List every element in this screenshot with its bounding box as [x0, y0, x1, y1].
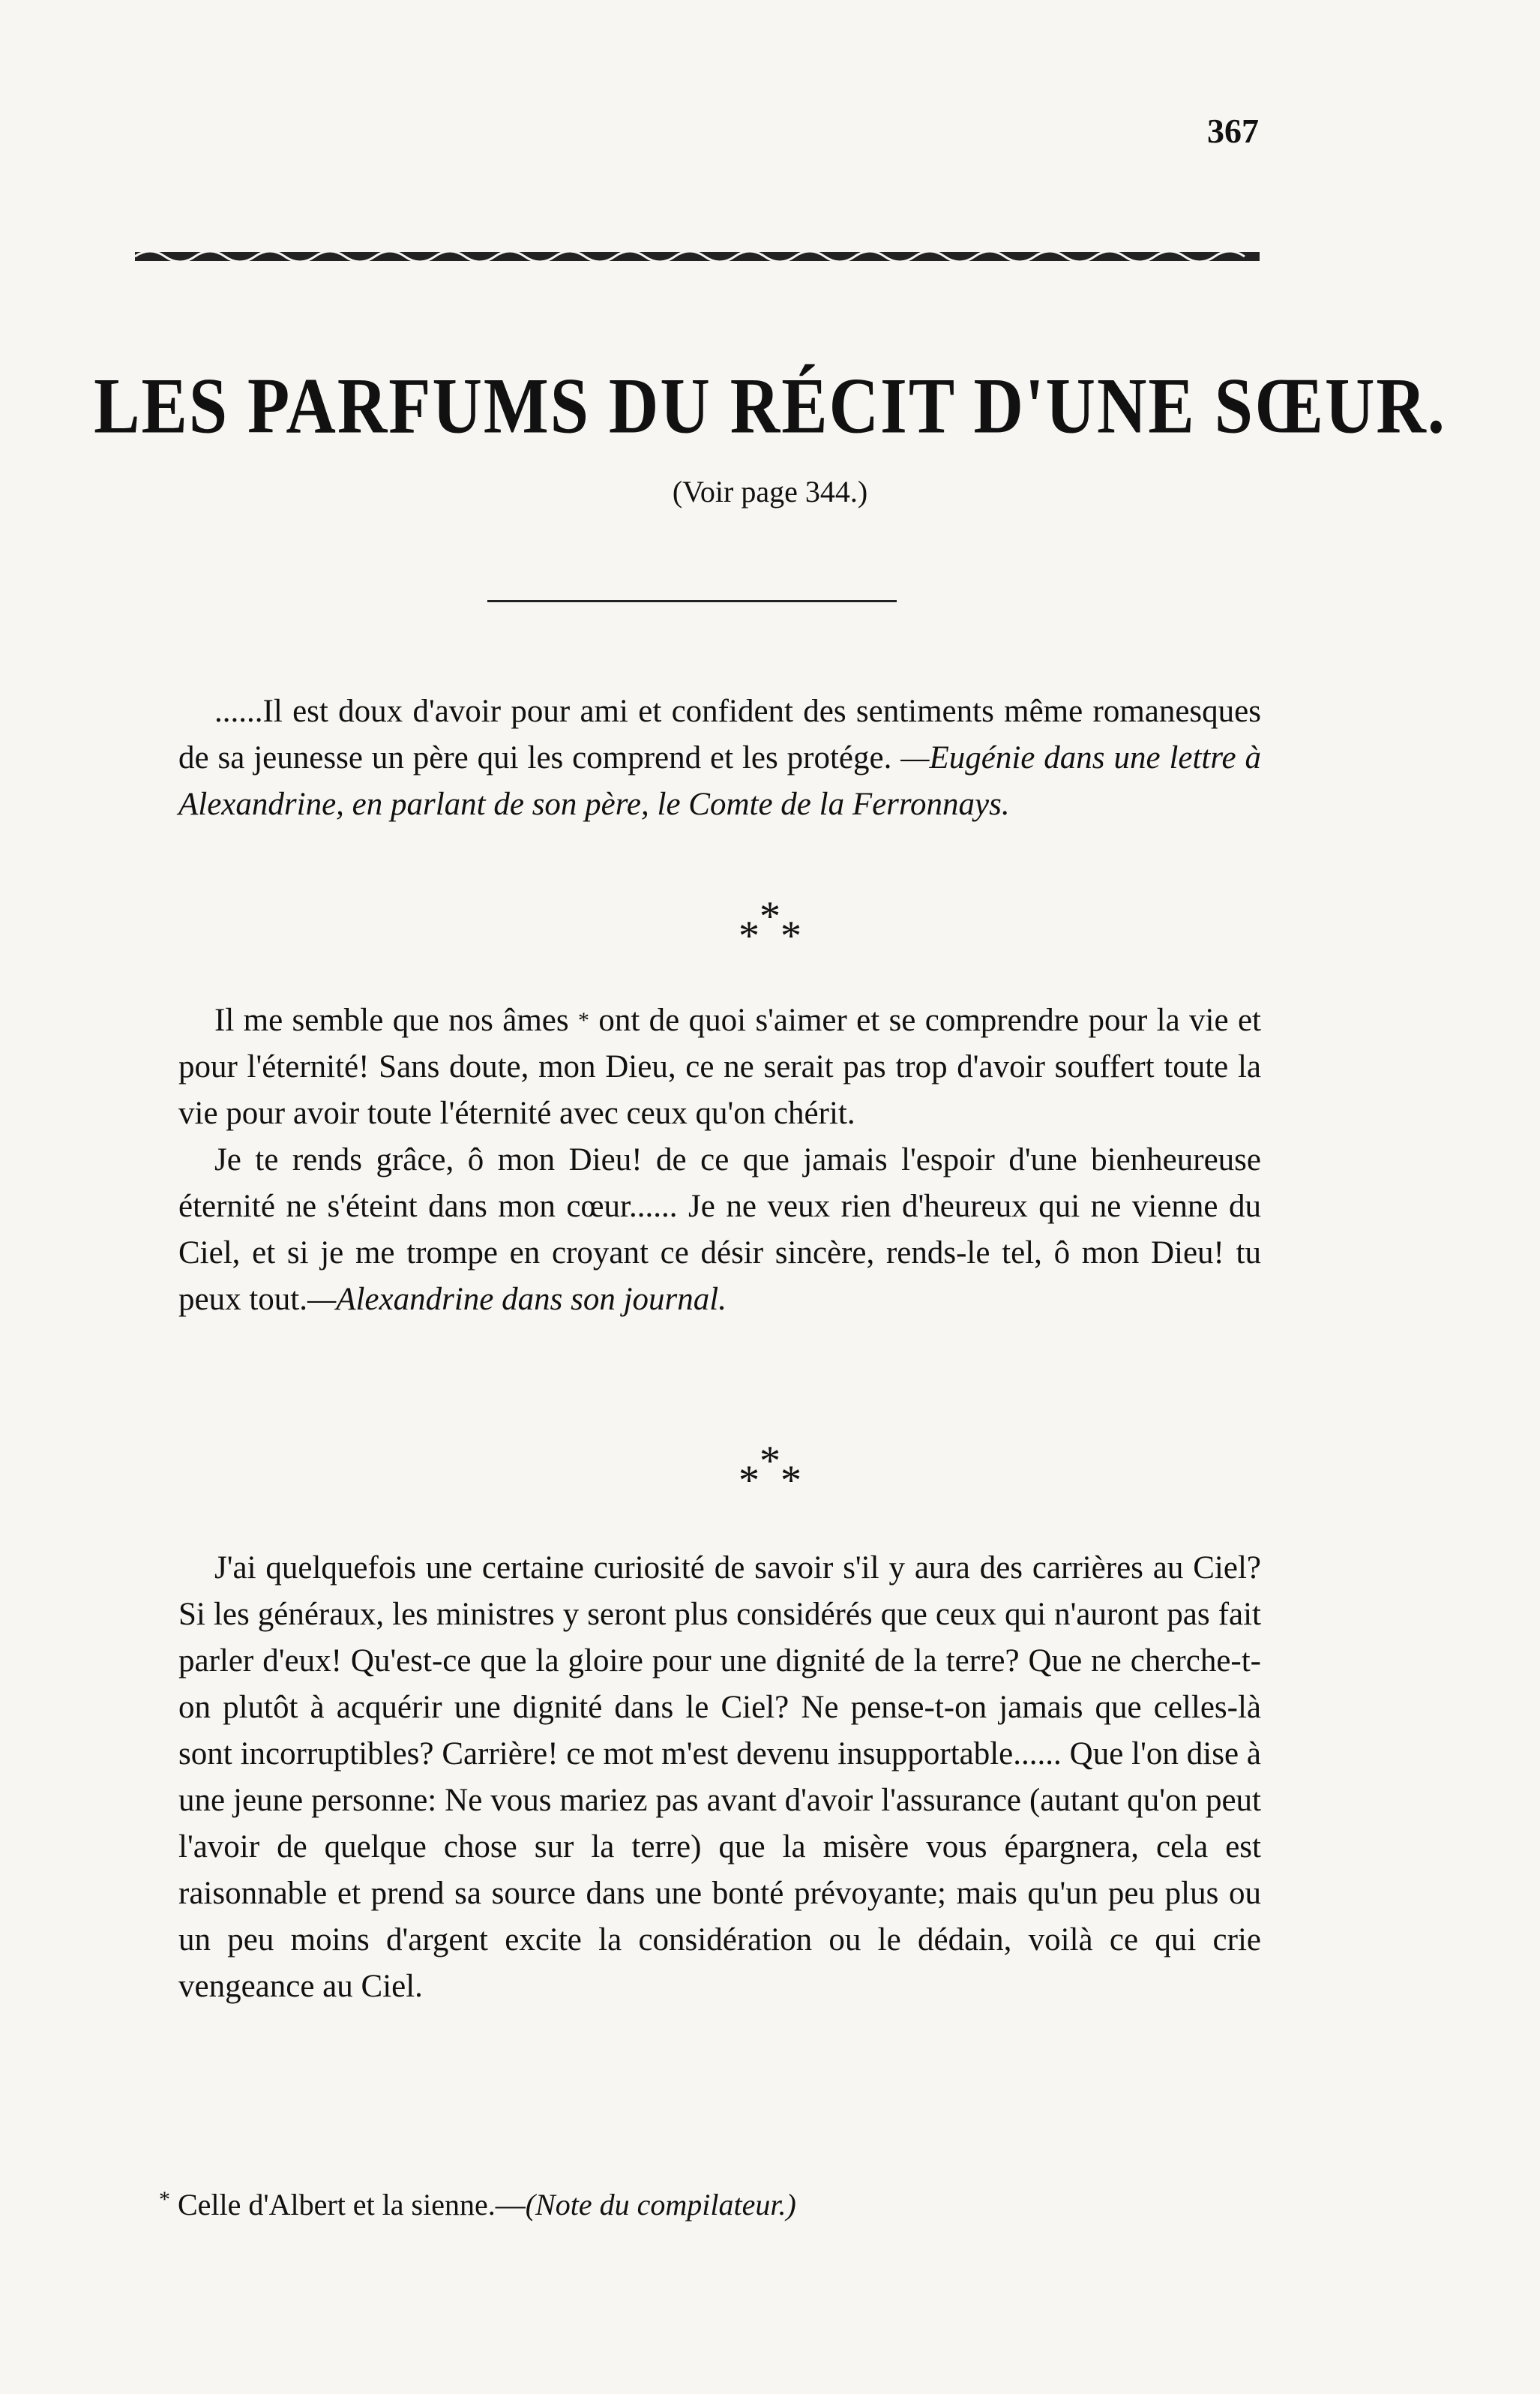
section-carrieres — [178, 1545, 1261, 2010]
paragraph-carrieres: J'ai quelquefois une certaine curiosité de savoir s'il y aura des carrières au Ciel? Si les généraux, les ministres y seront plus considérés que ceux qui n'auront pas fait parler d'eux! Qu'est-ce que la gloire pour une dignité de la terre? Que ne cherche-t-on plutôt à acquérir une dignité dans le Ciel? Ne pense-t-on jamais que celles-là sont incorruptibles? Carrière! ce mot m'est devenu insupportable...... Que l'on dise à une jeune personne: Ne vous mariez pas avant d'avoir l'assurance (autant qu'on peut l'avoir de quelque chose sur la terre) que la misère vous épargnera, cela est raisonnable et prend sa source dans une bonté prévoyante; mais qu'un peu plus ou un peu moins d'argent excite la considération ou le dédain, voilà ce qui crie vengeance au Ciel. — [178, 1550, 1261, 2004]
ornamental-rule — [135, 246, 1260, 267]
page-reference: (Voir page 344.) — [672, 475, 868, 508]
eugenie-quote: ......Il est doux d'avoir pour ami et confident des sentiments même romanesques de sa jeunesse un père qui les comprend et les protége. — [178, 694, 1261, 776]
asterism: * * * — [739, 1438, 801, 1504]
chapter-title: LES PARFUMS DU RÉCIT D'UNE SŒUR. — [94, 362, 1446, 450]
section-alexandrine — [178, 998, 1261, 1323]
paragraph-ames-part1: Il me semble que nos âmes — [214, 1003, 569, 1038]
section-eugenie — [178, 688, 1261, 828]
paragraph-grace: Je te rends grâce, ô mon Dieu! de ce que jamais l'espoir d'une bienheureuse éternité ne s'éteint dans mon cœur...... Je ne veux rien d'heureux qui ne vienne du Ciel, et si je me trompe en croyant ce désir sincère, rends-le tel, ô mon Dieu! tu peux tout. — [178, 1142, 1261, 1317]
footnote — [159, 2187, 796, 2222]
divider-rule — [487, 600, 897, 602]
footnote-reference: * — [577, 1008, 589, 1033]
asterism: * * * — [739, 893, 801, 959]
alexandrine-attribution: —Alexandrine dans son journal. — [307, 1282, 727, 1317]
footnote-text: Celle d'Albert et la sienne.— — [178, 2188, 526, 2222]
paragraph-ames-part2: ont de quoi s'aimer et se comprendre pour la vie et pour l'éternité! Sans doute, mon Dieu, ce ne serait pas trop d'avoir souffert toute la vie pour avoir toute l'éternité avec ceux qu'on chérit. — [178, 1003, 1261, 1131]
page-number: 367 — [1207, 112, 1259, 150]
footnote-note: (Note du compilateur.) — [525, 2188, 796, 2222]
eugenie-attribution: —Eugénie dans une lettre à Alexandrine, en parlant de son père, le Comte de la Ferronnays. — [178, 740, 1262, 822]
footnote-mark: * — [159, 2187, 170, 2212]
